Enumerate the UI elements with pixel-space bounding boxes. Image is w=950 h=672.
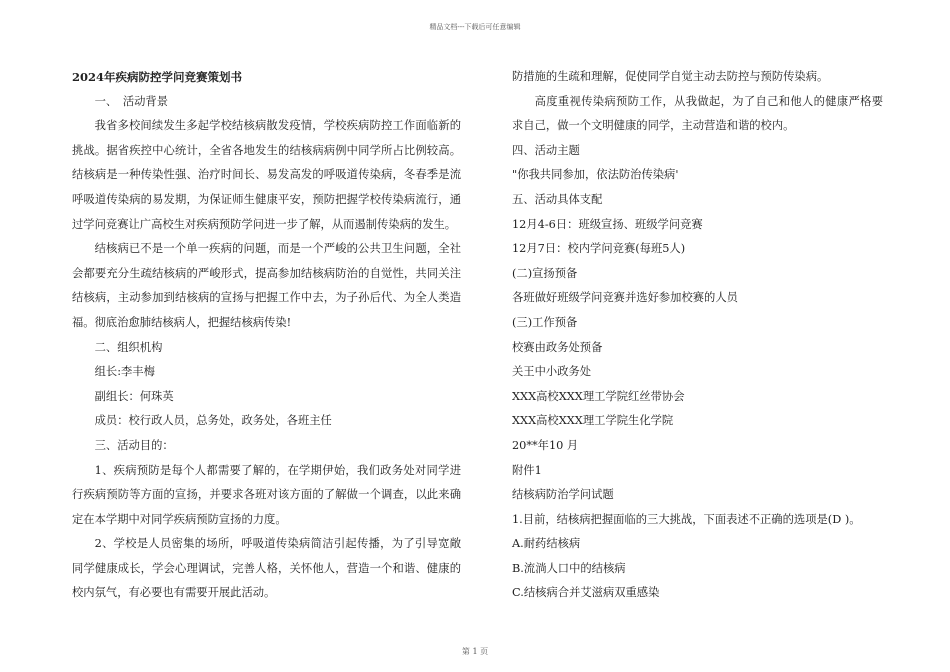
purpose-item-1: 1、疾病预防是每个人都需要了解的，在学期伊始，我们政务处对同学进行疾病预防等方面的宣扬，并要求各班对该方面的了解做一个调查，以此来确定在本学期中对同学疾病预防宣扬的力度。 bbox=[72, 463, 461, 526]
quiz-option-c: C.结核病合并艾滋病双重感染 bbox=[512, 586, 660, 600]
quiz-title: 结核病防治学问试题 bbox=[512, 488, 614, 502]
org-deputy-leader: 副组长：何珠英 bbox=[94, 389, 174, 403]
section-heading-schedule: 五、活动具体支配 bbox=[512, 192, 603, 206]
organizer-2: XXX高校XXX理工学院红丝带协会 bbox=[512, 389, 685, 403]
right-column bbox=[512, 65, 883, 606]
section-heading-background: 一、 活动背景 bbox=[94, 94, 169, 108]
quiz-question-1: 1.目前，结核病把握面临的三大挑战，下面表述不正确的选项是(D )。 bbox=[512, 512, 861, 526]
theme-text: "你我共同参加，依法防治传染病' bbox=[512, 168, 679, 182]
quiz-option-a: A.耐药结核病 bbox=[512, 537, 581, 551]
paragraph-health: 高度重视传染病预防工作，从我做起，为了自己和他人的健康严格要求自己，做一个文明健康的同学，主动营造和谐的校内。 bbox=[512, 94, 883, 133]
org-leader: 组长:李丰梅 bbox=[94, 365, 155, 379]
paragraph-background-1: 我省多校间续发生多起学校结核病散发疫情，学校疾病防控工作面临新的挑战。据省疾控中心统计，全省各地发生的结核病病例中同学所占比例较高。结核病是一种传染性强、治疗时间长、易发高发的呼吸道传染病，冬春季是流呼吸道传染病的易发期，为保证师生健康平安，预防把握学校传染病流行，通过学问竞赛让广高校生对疾病预防学问进一步了解，从而遏制传染病的发生。 bbox=[72, 119, 461, 231]
organizer-3: XXX高校XXX理工学院生化学院 bbox=[512, 414, 674, 428]
org-members: 成员：校行政人员，总务处，政务处，各班主任 bbox=[94, 414, 332, 428]
publicity-text: 各班做好班级学问竞赛并选好参加校赛的人员 bbox=[512, 291, 738, 305]
section-heading-publicity: (二)宣扬预备 bbox=[512, 266, 578, 280]
attachment-label: 附件1 bbox=[512, 463, 542, 477]
section-heading-purpose: 三、活动目的： bbox=[94, 438, 174, 452]
document-title: 2024年疾病防控学问竞赛策划书 bbox=[72, 70, 243, 84]
section-heading-work: (三)工作预备 bbox=[512, 315, 578, 329]
work-text: 校赛由政务处预备 bbox=[512, 340, 603, 354]
document-date: 20**年10 月 bbox=[512, 438, 579, 452]
quiz-option-b: B.流淌人口中的结核病 bbox=[512, 561, 626, 575]
schedule-item-2: 12月7日：校内学问竞赛(每班5人) bbox=[512, 242, 686, 256]
paragraph-background-2: 结核病已不是一个单一疾病的问题，而是一个严峻的公共卫生问题，全社会都要充分生疏结核病的严峻形式，提高参加结核病防治的自觉性，共同关注结核病，主动参加到结核病的宣扬与把握工作中去，为子孙后代、为全人类造福。彻底治愈肺结核病人，把握结核病传染! bbox=[72, 242, 461, 329]
section-heading-organization: 二、组织机构 bbox=[94, 340, 163, 354]
organizer-1: 关王中小政务处 bbox=[512, 365, 592, 379]
schedule-item-1: 12月4-6日：班级宣扬、班级学问竞赛 bbox=[512, 217, 703, 231]
page-footer: 第 1 页 bbox=[461, 647, 489, 656]
page-header: 精品文档---下载后可任意编辑 bbox=[429, 23, 521, 31]
paragraph-continuation: 防措施的生疏和理解，促使同学自觉主动去防控与预防传染病。 bbox=[512, 70, 829, 83]
purpose-item-2: 2、学校是人员密集的场所，呼吸道传染病简洁引起传播，为了引导宽敞同学健康成长，学会心理调试，完善人格，关怀他人，营造一个和谐、健康的校内氛气，有必要也有需要开展此活动。 bbox=[72, 537, 461, 600]
left-column bbox=[72, 65, 461, 606]
section-heading-theme: 四、活动主题 bbox=[512, 143, 580, 157]
